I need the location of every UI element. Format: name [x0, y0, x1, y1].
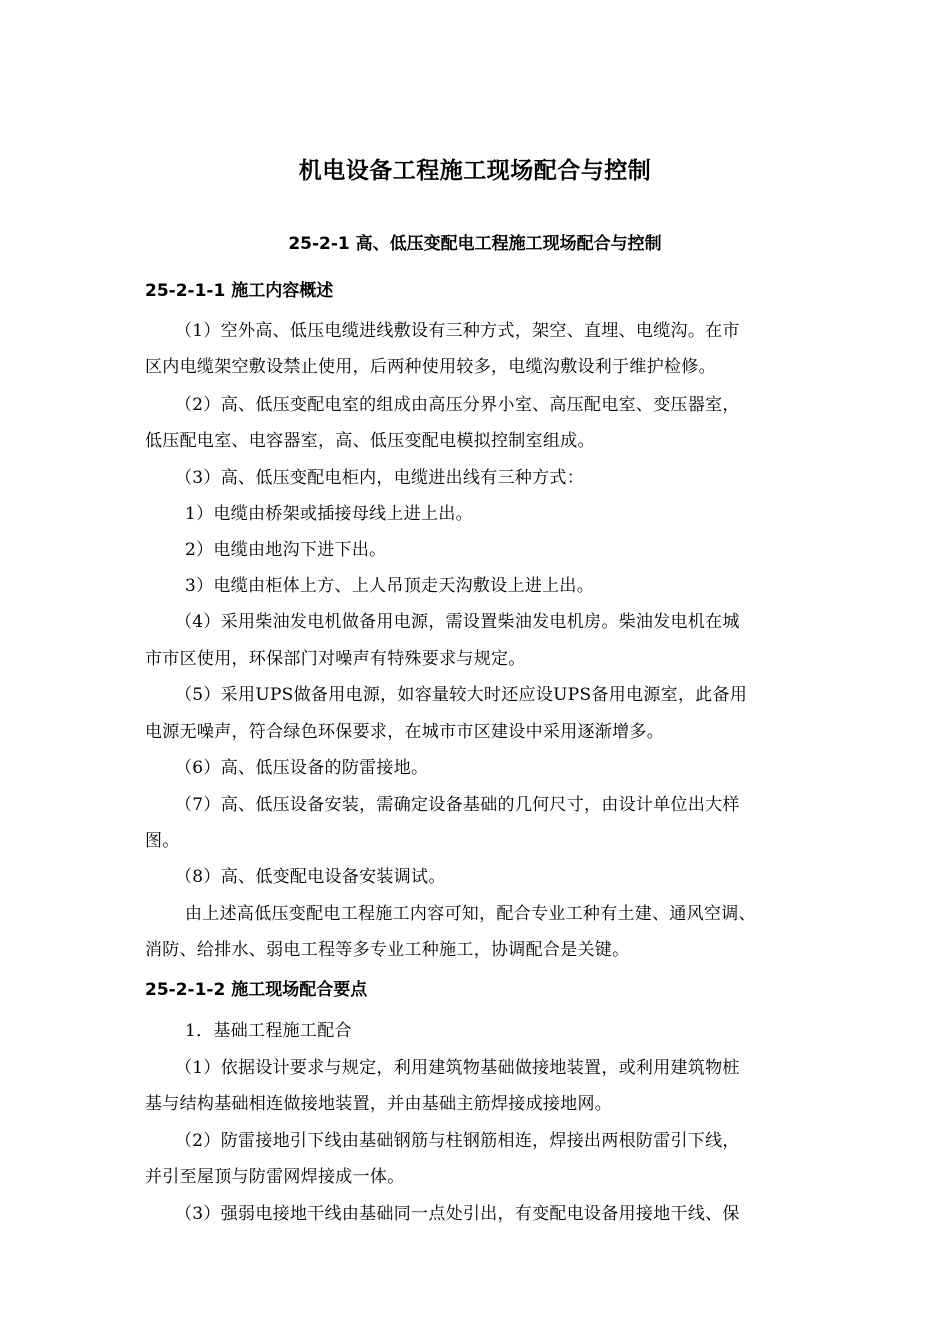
paragraph-line: 低压配电室、电容器室，高、低压变配电模拟控制室组成。 — [145, 431, 595, 451]
paragraph-line: （2）防雷接地引下线由基础钢筋与柱钢筋相连，焊接出两根防雷引下线， — [175, 1131, 740, 1151]
paragraph-line: 1）电缆由桥架或插接母线上进上出。 — [185, 504, 473, 524]
paragraph-line: 图。 — [145, 831, 180, 851]
paragraph-line: 由上述高低压变配电工程施工内容可知，配合专业工种有土建、通风空调、 — [185, 904, 756, 924]
paragraph-line: （6）高、低压设备的防雷接地。 — [175, 758, 429, 778]
paragraph-line: 电源无噪声，符合绿色环保要求，在城市市区建设中采用逐渐增多。 — [145, 722, 664, 742]
paragraph-line: 区内电缆架空敷设禁止使用，后两种使用较多，电缆沟敷设利于维护检修。 — [145, 357, 716, 377]
paragraph-line: 1．基础工程施工配合 — [185, 1021, 352, 1041]
paragraph-line: （8）高、低变配电设备安装调试。 — [175, 867, 446, 887]
paragraph-line: （1）依据设计要求与规定，利用建筑物基础做接地装置，或利用建筑物桩 — [175, 1058, 740, 1078]
paragraph-line: 并引至屋顶与防雷网焊接成一体。 — [145, 1167, 405, 1187]
paragraph-line: 基与结构基础相连做接地装置，并由基础主筋焊接成接地网。 — [145, 1094, 613, 1114]
paragraph-line: 3）电缆由柜体上方、上人吊顶走天沟敷设上进上出。 — [185, 576, 595, 596]
paragraph-line: 市市区使用，环保部门对噪声有特殊要求与规定。 — [145, 649, 526, 669]
paragraph-line: （2）高、低压变配电室的组成由高压分界小室、高压配电室、变压器室， — [175, 395, 740, 415]
paragraph-line: 消防、给排水、弱电工程等多专业工种施工，协调配合是关键。 — [145, 940, 630, 960]
paragraph-line: （3）高、低压变配电柜内，电缆进出线有三种方式： — [175, 468, 585, 488]
section1-heading: 25-2-1-1 施工内容概述 — [145, 281, 334, 301]
paragraph-line: （7）高、低压设备安装，需确定设备基础的几何尺寸，由设计单位出大样 — [175, 795, 740, 815]
section2-heading: 25-2-1-2 施工现场配合要点 — [145, 980, 368, 1000]
section-subtitle: 25-2-1 高、低压变配电工程施工现场配合与控制 — [288, 234, 662, 254]
paragraph-line: 2）电缆由地沟下进下出。 — [185, 540, 387, 560]
paragraph-line: （3）强弱电接地干线由基础同一点处引出，有变配电设备用接地干线、保 — [175, 1204, 740, 1224]
paragraph-line: （1）空外高、低压电缆进线敷设有三种方式，架空、直埋、电缆沟。在市 — [175, 321, 740, 341]
paragraph-line: （5）采用UPS做备用电源，如容量较大时还应设UPS备用电源室，此备用 — [175, 685, 748, 705]
document-title: 机电设备工程施工现场配合与控制 — [298, 158, 652, 184]
paragraph-line: （4）采用柴油发电机做备用电源，需设置柴油发电机房。柴油发电机在城 — [175, 612, 740, 632]
